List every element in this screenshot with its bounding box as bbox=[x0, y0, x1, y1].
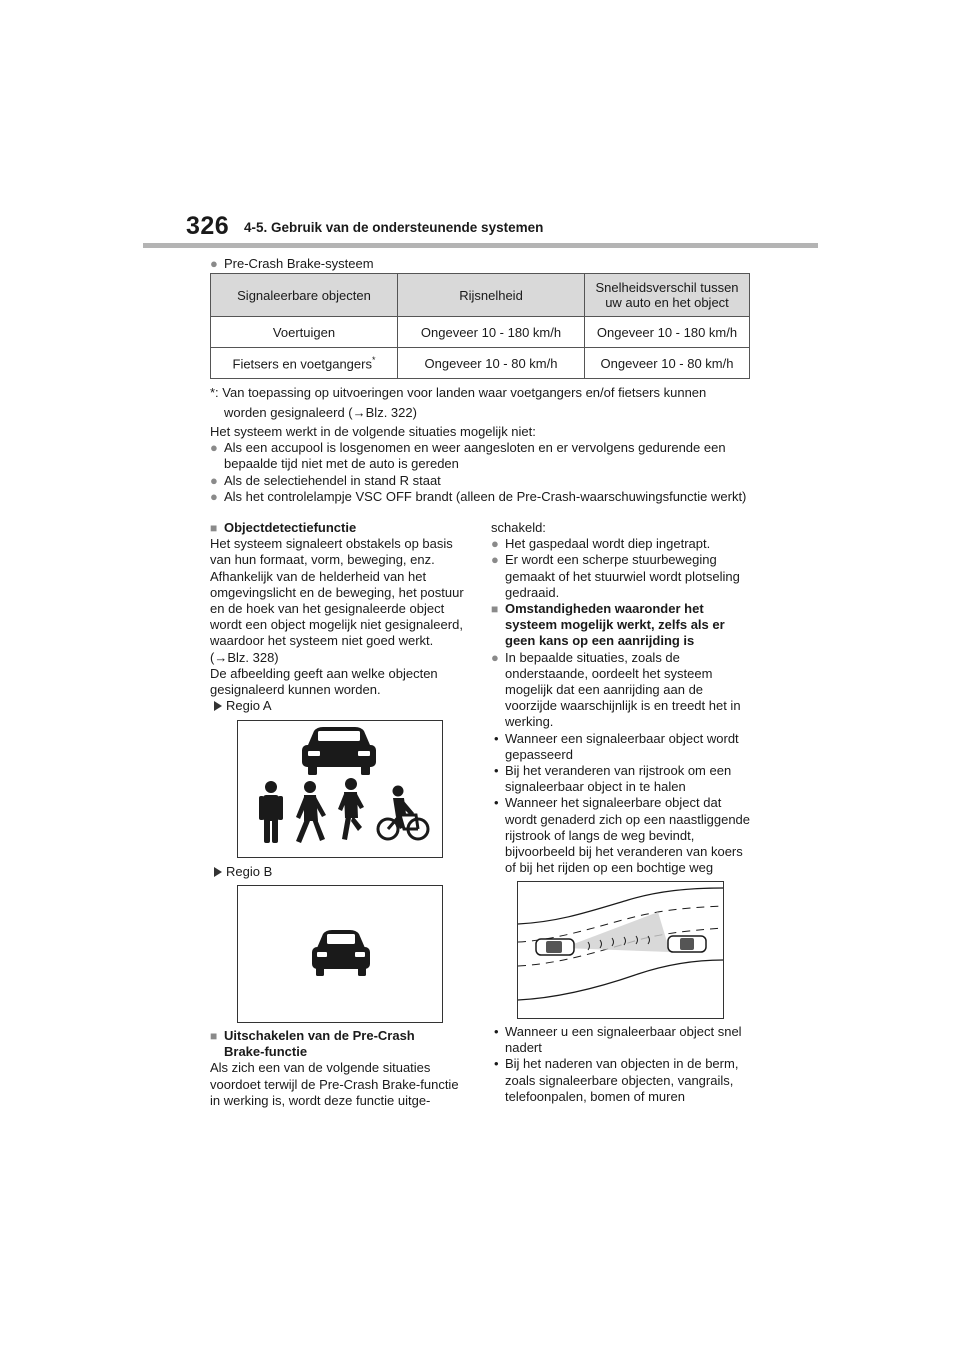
table-cell: Voertuigen bbox=[211, 317, 398, 348]
square-bullet-icon: ■ bbox=[210, 521, 218, 535]
list-item: ● Als een accupool is losgenomen en weer aangesloten en er vervolgens gedurende een bepaalde tijd niet met de auto is gereden bbox=[210, 440, 726, 472]
table-cell: Fietsers en voetgangers* bbox=[211, 348, 398, 379]
asterisk-mark: * bbox=[371, 354, 376, 365]
list-item: • Bij het veranderen van rijstrook om een signaleerbaar object in te halen bbox=[494, 763, 732, 795]
bullet-icon: ● bbox=[210, 488, 218, 504]
square-bullet-icon: ■ bbox=[491, 602, 499, 617]
list-item: • Bij het naderen van objecten in de berm, zoals signaleerbare objecten, vangrails, telefoonpalen, bomen of muren bbox=[494, 1056, 739, 1104]
body-text: Als zich een van de volgende situaties voordoet terwijl de Pre-Crash Brake-functie in werking is, wordt deze functie uitge- bbox=[210, 1060, 459, 1108]
right-column bbox=[491, 520, 751, 876]
table-header-row bbox=[211, 274, 750, 317]
table-cell: Ongeveer 10 - 80 km/h bbox=[398, 348, 585, 379]
header-divider bbox=[143, 243, 818, 248]
list-item: ● Het gaspedaal wordt diep ingetrapt. bbox=[491, 536, 711, 552]
footnote-marker: *: bbox=[210, 385, 219, 400]
page-number: 326 bbox=[186, 212, 230, 240]
region-b-label: Regio B bbox=[214, 864, 272, 880]
bullet-icon: ● bbox=[210, 256, 218, 271]
figure-region-b bbox=[237, 885, 443, 1023]
arrow-icon bbox=[214, 867, 222, 877]
table-cell: Ongeveer 10 - 180 km/h bbox=[585, 317, 750, 348]
table-header: Signaleerbare objecten bbox=[211, 274, 398, 317]
list-item: ● Als het controlelampje VSC OFF brandt (alleen de Pre-Crash-waarschuwingsfunctie werkt) bbox=[210, 488, 747, 504]
continued-text: schakeld: bbox=[491, 520, 546, 535]
body-text: De afbeelding geeft aan welke objecten gesignaleerd kunnen worden. bbox=[210, 665, 438, 698]
pedestrian-walking-icon bbox=[296, 781, 326, 843]
pedestrian-running-icon bbox=[338, 778, 364, 840]
subheading-object-detection: ■ Objectdetectiefunctie bbox=[210, 520, 357, 535]
list-item: • Wanneer een signaleerbaar object wordt gepasseerd bbox=[494, 730, 739, 762]
left-bottom-block bbox=[210, 1028, 468, 1109]
square-bullet-icon: ■ bbox=[210, 1029, 218, 1043]
bullet-icon: ● bbox=[491, 649, 499, 665]
bullet-icon: ● bbox=[210, 440, 218, 456]
list-item: ● Als de selectiehendel in stand R staat bbox=[210, 472, 441, 488]
figure-region-a bbox=[237, 720, 443, 858]
curved-road-illustration bbox=[518, 882, 723, 1018]
list-item: • Wanneer u een signaleerbaar object snel nadert bbox=[494, 1024, 742, 1056]
car-icon bbox=[302, 727, 376, 775]
target-car-icon bbox=[668, 936, 706, 952]
table-row bbox=[211, 348, 750, 379]
body-text: Het systeem signaleert obstakels op basis van hun formaat, vorm, beweging, enz. Afhankelijk van de helderheid van het omgevingslicht en de beweging, het postuur en de hoek van het gesignaleerde object wordt een object mogelijk niet gesignaleerd, waardoor het systeem niet goed werkt. (→Blz. 328) bbox=[210, 536, 464, 665]
figure-curved-road bbox=[517, 881, 724, 1019]
bullet-icon: ● bbox=[491, 536, 499, 552]
left-column bbox=[210, 520, 468, 714]
table-header: Rijsnelheid bbox=[398, 274, 585, 317]
bullet-icon: ● bbox=[210, 472, 218, 488]
list-item: ● In bepaalde situaties, zoals de onderstaande, oordeelt het systeem mogelijk dat een aanrijding aan de voorzijde waarschijnlijk is en treedt het in werking. bbox=[491, 649, 741, 730]
intro-block bbox=[210, 424, 750, 505]
section-bullet: ● Pre-Crash Brake-systeem bbox=[210, 256, 374, 271]
detection-table bbox=[210, 273, 750, 379]
subheading-conditions: ■ Omstandigheden waaronder het systeem mogelijk werkt, zelfs als er geen kans op een aanrijding is bbox=[491, 601, 725, 649]
table-header: Snelheidsverschil tussen uw auto en het object bbox=[585, 274, 750, 317]
list-item: • Wanneer het signaleerbare object dat wordt genaderd zich op een naastliggende rijstrook of langs de weg bevindt, bijvoorbeeld bij het veranderen van koers of bij het rijden op een bochtige weg bbox=[494, 795, 751, 876]
intro-text: Het systeem werkt in de volgende situaties mogelijk niet: bbox=[210, 424, 536, 439]
pedestrian-standing-icon bbox=[259, 781, 283, 843]
right-bottom-list bbox=[491, 1024, 751, 1105]
footnote: *: Van toepassing op uitvoeringen voor landen waar voetgangers en/of fietsers kunnen worden gesignaleerd (→Blz. 322) bbox=[210, 385, 707, 420]
table-row bbox=[211, 317, 750, 348]
subheading-disable-function: ■ Uitschakelen van de Pre-Crash Brake-functie bbox=[210, 1028, 415, 1060]
region-a-label: Regio A bbox=[210, 698, 468, 714]
detectable-objects-illustration bbox=[238, 721, 442, 857]
vehicle-illustration bbox=[238, 886, 442, 1022]
arrow-icon bbox=[214, 701, 222, 711]
table-cell: Ongeveer 10 - 180 km/h bbox=[398, 317, 585, 348]
bullet-icon: ● bbox=[491, 552, 499, 568]
own-car-icon bbox=[536, 939, 574, 955]
table-cell: Ongeveer 10 - 80 km/h bbox=[585, 348, 750, 379]
chapter-title: 4-5. Gebruik van de ondersteunende systemen bbox=[244, 220, 544, 235]
car-icon bbox=[312, 930, 370, 976]
list-item: ● Er wordt een scherpe stuurbeweging gemaakt of het stuurwiel wordt plotseling gedraaid. bbox=[491, 552, 740, 600]
